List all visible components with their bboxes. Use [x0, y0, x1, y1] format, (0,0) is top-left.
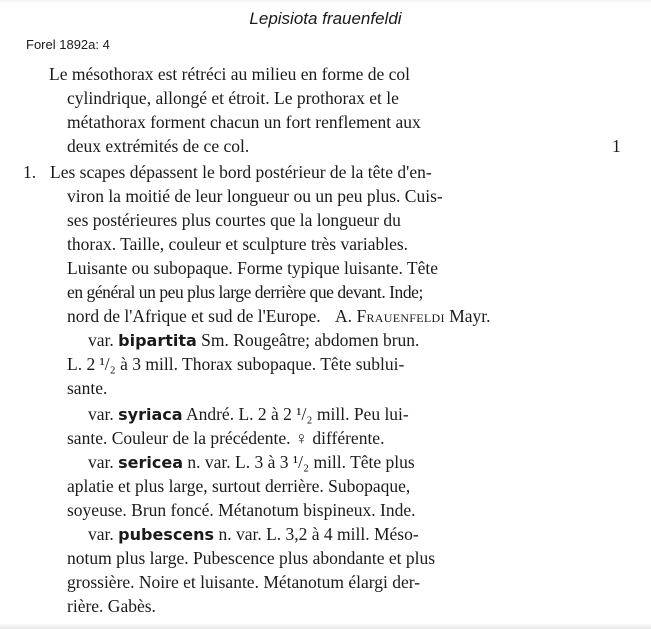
key-distribution: nord de l'Afrique et sud de l'Europe. — [67, 306, 321, 326]
couplet-line: cylindrique, allongé et étroit. Le prothorax et le — [67, 88, 399, 108]
species-name: Frauenfeldi — [356, 306, 445, 326]
variety-first-line — [88, 330, 419, 351]
variety-first-line — [88, 404, 409, 425]
variety-prefix: var. — [88, 452, 114, 472]
key-line: viron la moitié de leur longueur ou un peu plus. Cuis- — [67, 186, 443, 206]
species-title: Lepisiota frauenfeldi — [249, 9, 402, 28]
couplet-line: métathorax forment chacun un fort renflement aux — [67, 112, 421, 132]
key-line: Les scapes dépassent le bord postérieur de la tête d'en- — [50, 162, 432, 182]
key-line: ses postérieures plus courtes que la longueur du — [67, 210, 401, 230]
species-prefix: A. — [335, 306, 353, 326]
couplet-lead-number: 1 — [612, 136, 621, 156]
key-line: en général un peu plus large derrière que devant. Inde; — [67, 282, 423, 302]
citation-label: Forel 1892a: 4 — [26, 37, 110, 52]
scan-edge-bottom — [0, 623, 651, 629]
variety-line: soyeuse. Brun foncé. Métanotum bispineux. Inde. — [67, 500, 416, 520]
species-author: Mayr. — [449, 306, 491, 326]
key-line-final — [67, 306, 491, 326]
variety-name: syriaca — [118, 405, 183, 424]
key-line: thorax. Taille, couleur et sculpture très variables. — [67, 234, 409, 254]
variety-text: André. L. 2 à 2 ¹/₂ mill. Peu lui- — [185, 404, 409, 424]
scan-edge-top — [0, 0, 651, 3]
variety-text: Sm. Rougeâtre; abdomen brun. — [201, 330, 420, 350]
variety-line: notum plus large. Pubescence plus abondante et plus — [67, 548, 436, 568]
variety-line: rière. Gabès. — [67, 596, 156, 616]
variety-text: n. var. L. 3 à 3 ¹/₂ mill. Tête plus — [187, 452, 415, 472]
variety-prefix: var. — [88, 404, 114, 424]
variety-name: bipartita — [118, 331, 197, 350]
variety-line: grossière. Noire et luisante. Métanotum élargi der- — [67, 572, 421, 592]
variety-line: L. 2 ¹/₂ à 3 mill. Thorax subopaque. Tête subluі- — [67, 354, 405, 374]
variety-name: pubescens — [118, 525, 215, 544]
variety-first-line — [88, 524, 419, 545]
variety-prefix: var. — [88, 330, 114, 350]
key-line: Luisante ou subopaque. Forme typique luisante. Tête — [67, 258, 438, 278]
variety-name: sericea — [118, 453, 184, 472]
couplet-line: deux extrémités de ce col. — [67, 136, 250, 156]
variety-prefix: var. — [88, 524, 114, 544]
key-item-number: 1. — [23, 162, 37, 182]
variety-first-line — [88, 452, 415, 473]
variety-line: aplatie et plus large, surtout derrière. Subopaque, — [67, 476, 411, 496]
variety-line: sante. Couleur de la précédente. ♀ différente. — [67, 428, 385, 448]
variety-text: n. var. L. 3,2 à 4 mill. Méso- — [218, 524, 419, 544]
variety-line: sante. — [67, 378, 108, 398]
couplet-line: Le mésothorax est rétréci au milieu en forme de col — [49, 64, 411, 84]
